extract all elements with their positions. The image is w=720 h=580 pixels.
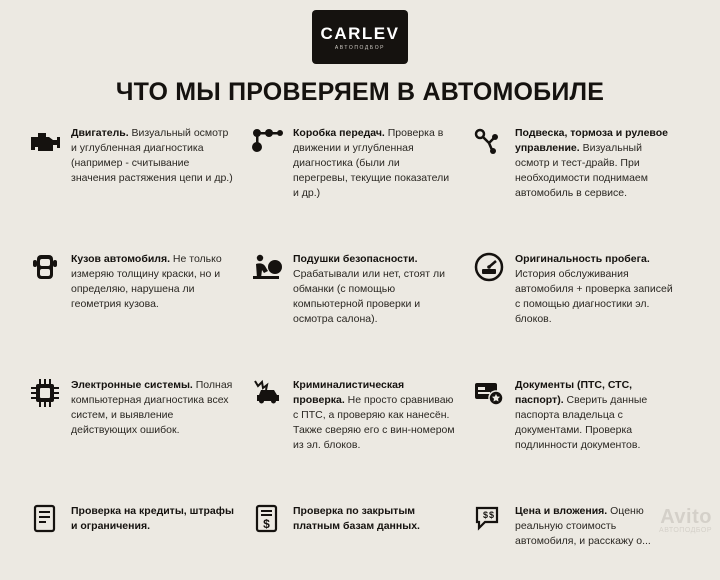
list-item-body: Оценю реальную стоимость автомобиля, и расскажу о... xyxy=(515,505,651,547)
chip-icon xyxy=(28,376,62,410)
document-icon xyxy=(28,502,62,536)
airbag-icon xyxy=(250,250,284,284)
list-item-text xyxy=(293,378,456,453)
gearbox-icon xyxy=(250,124,284,158)
list-item-heading: Проверка по закрытым платным базам данных. xyxy=(293,505,420,532)
list-item-body: Сверить данные паспорта владельца с документами. Проверка подлинности документов. xyxy=(515,394,648,451)
watermark xyxy=(659,507,712,534)
list-item-text xyxy=(515,126,678,201)
list-item xyxy=(472,126,694,236)
list-item-text xyxy=(71,126,234,186)
list-item-body: История обслуживания автомобиля + проверка записей с помощью диагностики эл. блоков. xyxy=(515,268,673,325)
price-tag-icon xyxy=(472,502,506,536)
list-item-heading: Документы (ПТС, СТС, паспорт). xyxy=(515,379,633,406)
list-item-heading: Коробка передач. xyxy=(293,127,385,139)
list-item-heading: Криминалистическая проверка. xyxy=(293,379,405,406)
id-card-icon xyxy=(472,376,506,410)
list-item-heading: Электронные системы. xyxy=(71,379,193,391)
list-item-heading: Оригинальность пробега. xyxy=(515,253,650,265)
watermark-sub-text: АВТОПОДБОР xyxy=(659,527,712,534)
list-item-body: Срабатывали или нет, стоят ли обманки (с помощью компьютерной проверки и осмотра салона). xyxy=(293,268,445,325)
list-item-body: Полная компьютерная диагностика всех систем, и выявление действующих ошибок. xyxy=(71,379,233,436)
list-item xyxy=(28,126,250,236)
list-item-text xyxy=(293,252,456,327)
list-item-text xyxy=(515,504,678,549)
list-item-heading: Проверка на кредиты, штрафы и ограничения. xyxy=(71,505,234,532)
list-item-text xyxy=(71,504,234,534)
svg-text:$: $ xyxy=(263,517,270,531)
logo-main-text: CARLEV xyxy=(320,23,400,43)
list-item xyxy=(28,252,250,362)
car-body-icon xyxy=(28,250,62,284)
list-item-heading: Подвеска, тормоза и рулевое управление. xyxy=(515,127,668,154)
list-item xyxy=(28,378,250,488)
watermark-main-text: Avito xyxy=(660,506,712,528)
checklist-grid xyxy=(28,126,696,580)
list-item-body: Не только измеряю толщину краски, но и определяю, нарушена ли геометрия кузова. xyxy=(71,253,222,310)
svg-text:$: $ xyxy=(489,510,495,520)
list-item xyxy=(250,126,472,236)
list-item-text xyxy=(71,252,234,312)
list-item-text xyxy=(293,504,456,534)
list-item-body: Не просто сравниваю с ПТС, а проверяю как нанесён. Также сверяю его с вин-номером из эл. блоков. xyxy=(293,394,455,451)
list-item-text xyxy=(293,126,456,201)
brand-logo xyxy=(312,10,408,64)
list-item xyxy=(28,504,250,564)
list-item-text xyxy=(515,378,678,453)
list-item-body: Визуальный осмотр и тест-драйв. При необходимости поднимаем автомобиль в сервисе. xyxy=(515,142,648,199)
list-item-body: Визуальный осмотр и углубленная диагностика (например - считывание значения растяжения цепи и др.) xyxy=(71,127,233,184)
list-item-text xyxy=(71,378,234,438)
crash-car-icon xyxy=(250,376,284,410)
page-title: ЧТО МЫ ПРОВЕРЯЕМ В АВТОМОБИЛЕ xyxy=(115,78,605,106)
list-item-heading: Кузов автомобиля. xyxy=(71,253,170,265)
svg-text:$: $ xyxy=(483,510,489,520)
list-item xyxy=(250,504,472,564)
engine-icon xyxy=(28,124,62,158)
logo-sub-text: АВТОПОДБОР xyxy=(334,44,386,51)
suspension-icon xyxy=(472,124,506,158)
list-item xyxy=(250,378,472,488)
list-item-heading: Двигатель. xyxy=(71,127,129,139)
odometer-icon xyxy=(472,250,506,284)
paid-database-icon xyxy=(250,502,284,536)
list-item-heading: Подушки безопасности. xyxy=(293,253,418,265)
list-item xyxy=(250,252,472,362)
list-item-text xyxy=(515,252,678,327)
list-item xyxy=(472,252,694,362)
list-item-body: Проверка в движении и углубленная диагностика (были ли перегревы, текущие показатели и др.) xyxy=(293,127,450,199)
list-item-heading: Цена и вложения. xyxy=(515,505,608,517)
list-item xyxy=(472,378,694,488)
